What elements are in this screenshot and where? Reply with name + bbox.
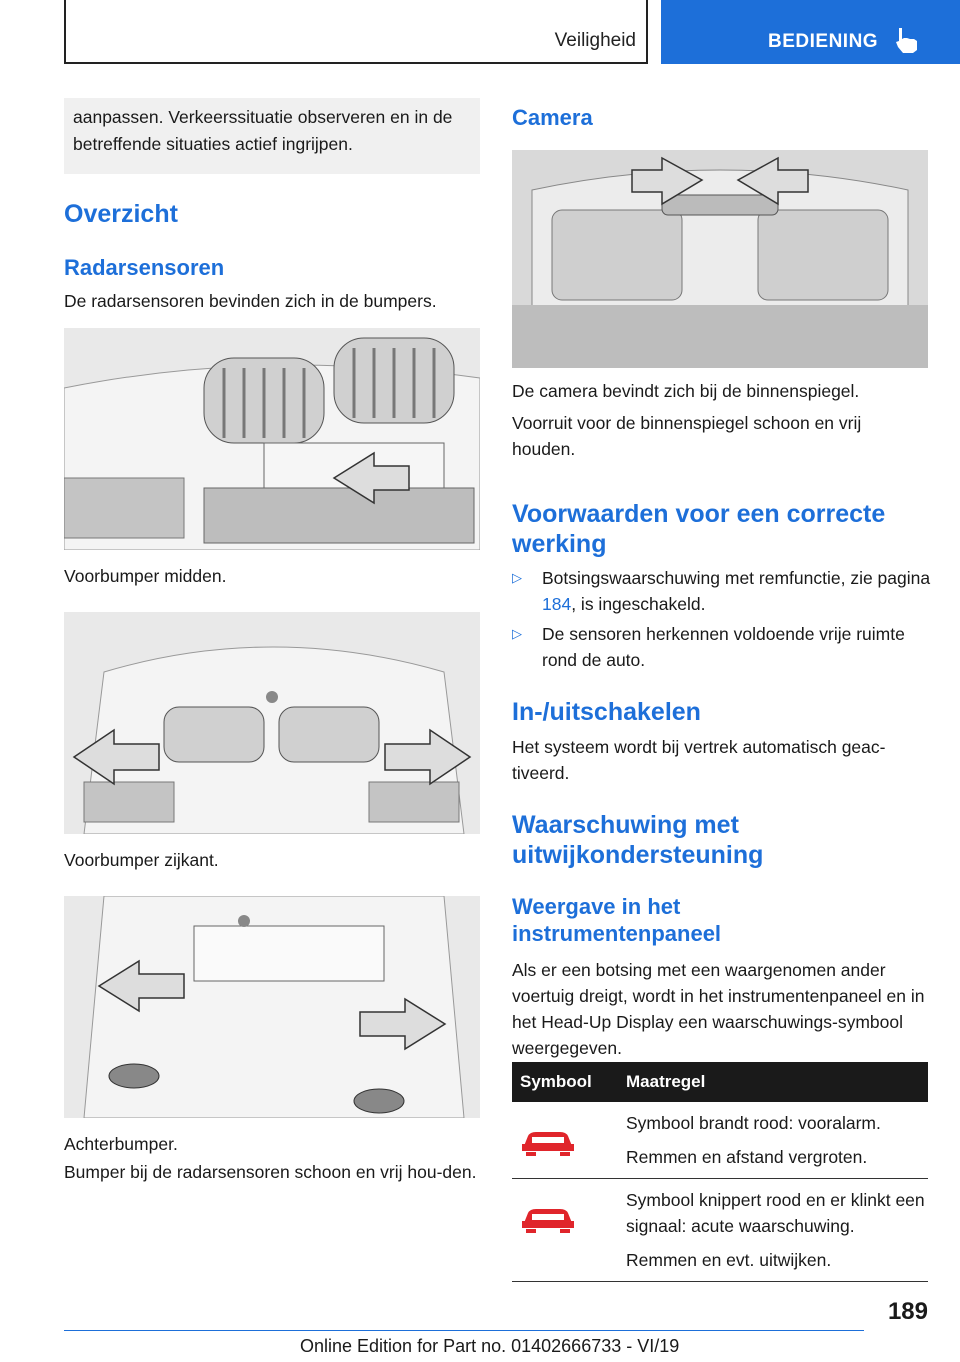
list-item (512, 621, 928, 673)
front-bumper-center-image (64, 328, 480, 550)
front-bumper-side-image (64, 612, 480, 834)
chapter-tab[interactable] (661, 0, 960, 64)
table-cell-line: Symbool knippert rood en er klinkt een signaal: acute waarschuwing. (626, 1190, 925, 1236)
table-cell-line: Remmen en evt. uitwijken. (626, 1250, 832, 1270)
intro-note: aanpassen. Verkeerssituatie observeren en in de betreffende situaties actief ingrijpen. (64, 98, 480, 174)
heading-conditions: Voorwaarden voor een correcte werking (512, 500, 886, 558)
rear-bumper-image (64, 896, 480, 1118)
heading-radar: Radarsensoren (64, 255, 225, 280)
caption-front-center: Voorbumper midden. (64, 566, 227, 586)
edition-text: Online Edition for Part no. 01402666733 - VI/19 (300, 1336, 680, 1356)
footer-divider (64, 1330, 864, 1331)
camera-image (512, 150, 928, 368)
page-link[interactable]: 184 (542, 594, 572, 614)
col-action-header: Maatregel (618, 1062, 928, 1102)
camera-text-2: Voorruit voor de binnenspiegel schoon en vrij houden. (512, 413, 862, 459)
page-number: 189 (887, 1298, 928, 1325)
bullet-icon: ▷ (512, 626, 522, 641)
heading-overview: Overzicht (64, 200, 178, 228)
section-label: Veiligheid (554, 30, 636, 51)
onoff-text: Het systeem wordt bij vertrek automatisch geac-tiveerd. (512, 737, 886, 783)
pointing-hand-icon (893, 26, 921, 54)
car-warning-icon (518, 1201, 578, 1235)
caption-front-side: Voorbumper zijkant. (64, 850, 219, 870)
table-row (512, 1179, 928, 1282)
bullet1-text: Botsingswaarschuwing met remfunctie, zie pagina (542, 568, 931, 588)
chapter-label: BEDIENING (768, 31, 879, 52)
heading-camera: Camera (512, 105, 593, 130)
caption-rear: Achterbumper. (64, 1134, 178, 1154)
heading-warning: Waarschuwing met uitwijkondersteuning (512, 811, 764, 869)
bullet2-text: De sensoren herkennen voldoende vrije ruimte rond de auto. (542, 624, 905, 670)
bullet1-text-end: , is ingeschakeld. (571, 594, 706, 614)
table-cell-line: Remmen en afstand vergroten. (626, 1147, 868, 1167)
car-warning-icon (518, 1124, 578, 1158)
bumper-text: Bumper bij de radarsensoren schoon en vrij hou-den. (64, 1162, 477, 1182)
heading-display: Weergave in het instrumentenpaneel (512, 894, 722, 946)
heading-onoff: In-/uitschakelen (512, 698, 701, 726)
table-cell-line: Symbool brandt rood: vooralarm. (626, 1113, 881, 1133)
radar-text: De radarsensoren bevinden zich in de bumpers. (64, 291, 437, 311)
camera-text-1: De camera bevindt zich bij de binnenspiegel. (512, 381, 860, 401)
display-text: Als er een botsing met een waargenomen ander voertuig dreigt, wordt in het instrumentenpaneel en in het Head-Up Display een waarschuwings-symbool weergegeven. (512, 960, 925, 1058)
bullet-icon: ▷ (512, 570, 522, 585)
table-row (512, 1102, 928, 1179)
symbol-table (512, 1062, 928, 1282)
list-item (512, 565, 931, 617)
col-symbol-header: Symbool (512, 1062, 618, 1102)
